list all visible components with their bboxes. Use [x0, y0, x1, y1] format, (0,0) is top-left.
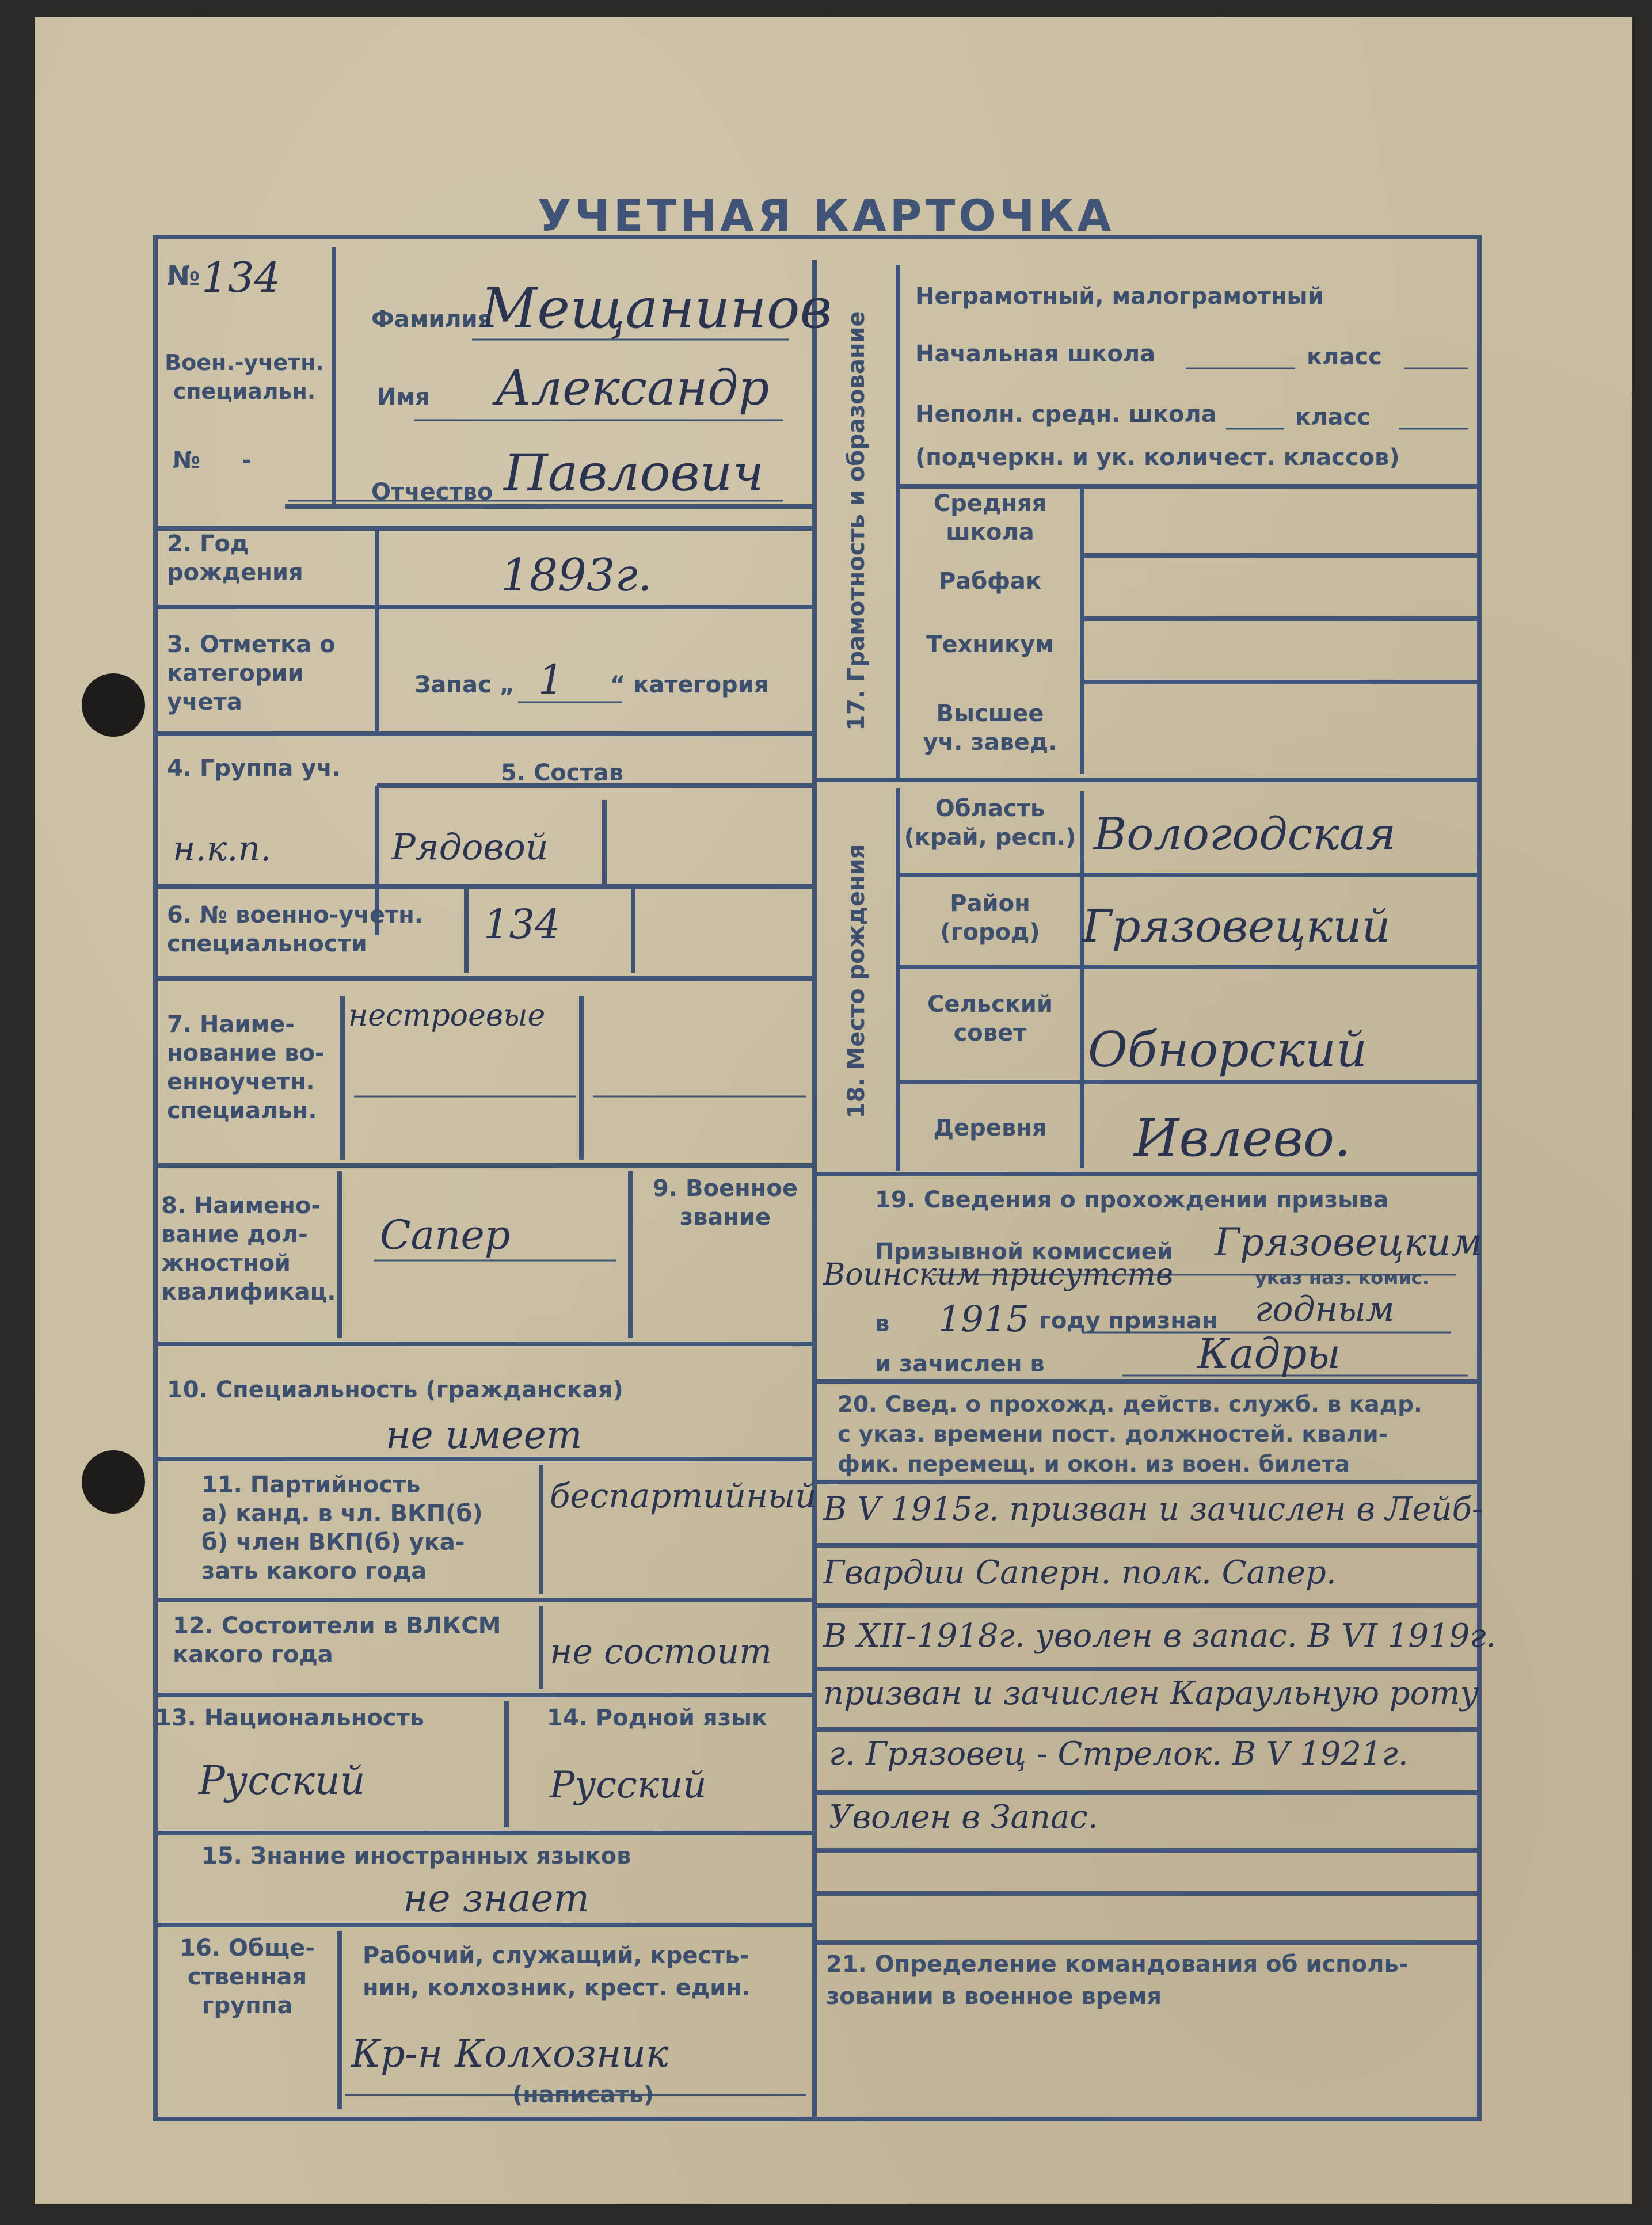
- birth-year-label: 2. Год рождения: [167, 531, 303, 586]
- qualification-label: 8. Наимено- вание дол- жностной квалификац.: [161, 1192, 336, 1305]
- village-value: Ивлево.: [1134, 1108, 1351, 1168]
- higher-edu-label: Высшее уч. завед.: [923, 700, 1057, 756]
- service-record-line: Гвардии Саперн. полк. Сапер.: [823, 1554, 1337, 1591]
- conscription-label: 19. Сведения о прохождении призыва: [875, 1187, 1389, 1213]
- specialty-name-value: нестроевые: [348, 999, 546, 1033]
- service-record-label: 20. Свед. о прохожд. действ. служб. в кадр. с указ. времени пост. должностей. квали- фик. перемещ. и окон. из воен. билета: [838, 1392, 1422, 1477]
- native-language-label: 14. Родной язык: [547, 1705, 768, 1731]
- conscription-in-label: в: [875, 1310, 890, 1337]
- primary-school-label: Начальная школа: [915, 341, 1156, 367]
- district-label: Район (город): [940, 890, 1040, 946]
- service-record-line: г. Грязовец - Стрелок. В V 1921г.: [829, 1735, 1409, 1773]
- service-record-line: В XII-1918г. уволен в запас. В VI 1919г.: [823, 1617, 1497, 1655]
- surname-label: Фамилия: [371, 306, 493, 333]
- command-decision-label: 21. Определение командования об исполь- зовании в военное время: [826, 1951, 1409, 2010]
- komsomol-label: 12. Состоители в ВЛКСМ какого года: [173, 1613, 501, 1668]
- category-zapas: Запас „: [414, 672, 515, 698]
- underline-note: (подчеркн. и ук. количест. классов): [915, 444, 1400, 471]
- incomplete-school-class: класс: [1295, 404, 1371, 430]
- conscription-recognized-value: годным: [1255, 1289, 1395, 1329]
- languages-value: не знает: [403, 1876, 589, 1921]
- specialty-number-label: 6. № военно-учетн. специальности: [167, 902, 423, 957]
- number-value: 134: [201, 253, 281, 302]
- qualification-value: Сапер: [380, 1211, 511, 1259]
- group-label: 4. Группа уч.: [167, 755, 341, 782]
- incomplete-school-label: Неполн. средн. школа: [915, 401, 1217, 428]
- social-group-options: Рабочий, служащий, кресть- нин, колхозник, крест. един.: [363, 1942, 751, 2001]
- enlisted-value: Кадры: [1197, 1329, 1341, 1378]
- village-council-value: Обнорский: [1088, 1022, 1368, 1078]
- technikum-label: Техникум: [926, 631, 1054, 658]
- category-kategoria: “ категория: [610, 672, 769, 698]
- region-value: Вологодская: [1094, 809, 1396, 860]
- specialty-number-value: 134: [484, 901, 561, 948]
- conscription-commission-value: Грязовецким: [1215, 1220, 1483, 1264]
- languages-label: 15. Знание иностранных языков: [201, 1843, 631, 1869]
- social-group-value: Кр-н Колхозник: [351, 2032, 669, 2076]
- category-label: 3. Отметка о категории учета: [167, 631, 336, 715]
- group-value: н.к.п.: [173, 829, 272, 869]
- social-group-write: (написать): [512, 2082, 654, 2108]
- secondary-school-label: Средняя школа: [933, 490, 1047, 546]
- nationality-label: 13. Национальность: [155, 1705, 424, 1731]
- rabfak-label: Рабфак: [938, 568, 1042, 595]
- education-vertical-label: 17. Грамотность и образование: [843, 311, 870, 731]
- civil-specialty-label: 10. Специальность (гражданская): [167, 1377, 623, 1403]
- composition-value: Рядовой: [391, 826, 549, 868]
- village-council-label: Сельский совет: [927, 991, 1053, 1046]
- illiterate-label: Неграмотный, малограмотный: [915, 283, 1324, 310]
- civil-specialty-value: не имеет: [386, 1413, 583, 1457]
- native-language-value: Русский: [550, 1764, 707, 1807]
- number-dash: -: [242, 447, 252, 474]
- service-record-line: призван и зачислен Караульную роту: [823, 1675, 1479, 1712]
- conscription-presence-value: Воинским присутств: [823, 1258, 1174, 1292]
- region-label: Область (край, респ.): [904, 795, 1076, 851]
- card-title: УЧЕТНАЯ КАРТОЧКА: [537, 190, 1115, 241]
- enlisted-label: и зачислен в: [875, 1351, 1045, 1377]
- patronymic-value: Павлович: [504, 443, 764, 502]
- name-value: Александр: [495, 360, 770, 416]
- specialty-name-label: 7. Наиме- нование во- енноучетн. специальн.: [167, 1011, 325, 1124]
- primary-school-class: класс: [1307, 344, 1382, 370]
- composition-label: 5. Состав: [501, 760, 623, 786]
- number-prefix: №: [167, 260, 200, 292]
- party-label: 11. Партийность а) канд. в чл. ВКП(б) б) член ВКП(б) ука- зать какого года: [201, 1472, 483, 1584]
- social-group-label: 16. Обще- ственная группа: [180, 1935, 315, 2019]
- service-record-line: В V 1915г. призван и зачислен в Лейб-: [823, 1491, 1483, 1528]
- surname-value: Мещанинов: [481, 276, 832, 341]
- service-record-line: Уволен в Запас.: [829, 1799, 1098, 1836]
- category-value: 1: [538, 656, 564, 703]
- birth-year-value: 1893г.: [501, 550, 652, 601]
- conscription-year-value: 1915: [938, 1298, 1029, 1340]
- mil-specialty-label: Воен.-учетн. специальн.: [165, 350, 324, 404]
- name-label: Имя: [377, 384, 430, 410]
- birthplace-vertical-label: 18. Место рождения: [843, 844, 870, 1119]
- village-label: Деревня: [933, 1115, 1047, 1141]
- party-value: беспартийный: [550, 1476, 817, 1515]
- military-rank-label: 9. Военное звание: [653, 1175, 798, 1230]
- commission-note: указ наз. комис.: [1255, 1267, 1429, 1289]
- patronymic-label: Отчество: [371, 479, 493, 505]
- komsomol-value: не состоит: [550, 1632, 772, 1672]
- nationality-value: Русский: [199, 1758, 366, 1804]
- conscription-commission-label: Призывной комиссией: [875, 1239, 1173, 1265]
- district-value: Грязовецкий: [1082, 901, 1391, 953]
- number-label: №: [173, 447, 201, 474]
- conscription-recognized-label: году признан: [1039, 1308, 1218, 1334]
